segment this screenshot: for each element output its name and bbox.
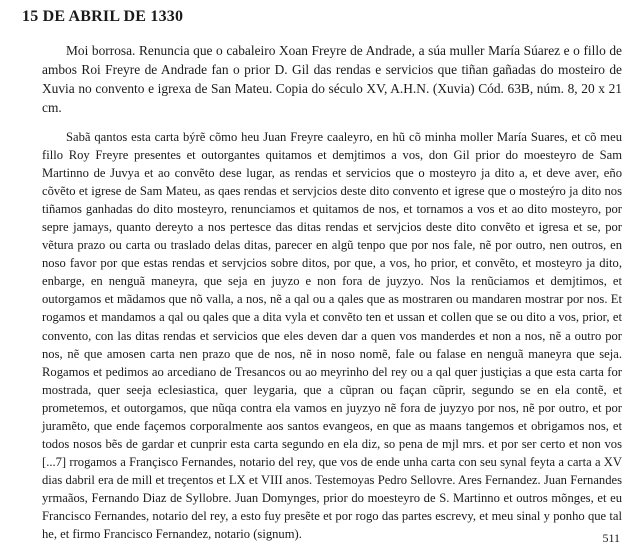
document-date-title: 15 DE ABRIL DE 1330 xyxy=(22,8,184,25)
page-number: 511 xyxy=(602,531,620,545)
transcription-paragraph: Sabã qantos esta carta býrẽ cõmo heu Juan Freyre caaleyro, en hũ cõ minha moller María Suares, et cõ meu fillo Roy Freyre presentes et outorgantes quitamos et demjtimos a vos, don Gil prior do moesteyro de Sam Martinno de Juvya et ao convẽto dese lugar, as rendas et servicios que o mosteyro ja dito a, et deve aver, eño cõvẽto et igrese de Sam Mateu, as qaes rendas et servjcios deste dito convento et igrese que o mosteýro ja dito nos tiñamos ganhadas do dito mosteyro, renunciamos et quitamos de nos, et tornamos a vos et ao dito mosteyro, por sepre jamays, quanto dereyto a nos pertesce das ditas rendas et servjcios deste dito convẽto et igresa et se, por vẽtura prazo ou carta ou traslado delas ditas, parecer en algũ tenpo que por nos fale, nẽ por outro, nen outros, en noso favor por que estas rendas et servjcios sobre ditos, por que, a vos, ho prior, et convẽto, et mosteyro ja dito, enbarge, en nenguã maneyra, que seja en juyzo e non fora de juyzyo. Nos la renũciamos et demjtimos, et outorgamos et mãdamos que nõ valla, a nos, nẽ a qal ou a qales que as mostraren ou mandaren mostrar por nos. Et rogamos et mandamos a qal ou qales que a dita vyla et convẽto ten et ussan et collen que se ou dito a vos, prior, et convento, con las ditas rendas et servicios que eles deven dar a quen vos manderdes et non a nos, nẽ a outro por nos, nẽ que amosen carta nen prazo que de nos, nẽ in noso nomẽ, fale ou falase en nenguã maneyra que seja. Rogamos et pedimos ao arcediano de Tresancos ou ao meyrinho del rey ou a qal quer justiçias a que esta carta for mostrada, quer seeja eclesiastica, quer leygaria, que a cũpran ou façan cũprir, segundo se en ela contẽ, et prometemos, et outorgamos, que nũqa contra ela vamos en juyzyo nẽ fora de juyzyo por nos, nẽ por outro, et por juramẽto, que ende façemos corporalmente aos santos evangeos, en que as maans tangemos et obrigamos nos, et todos nosos bẽs de gardar et cunprir esta carta segundo en ela diz, so pena de mjl mrs. et por ser certo et non vos [...7] rrogamos a Françisco Fernandes, notario del rey, que vos de ende unha carta con seu synal feyta a carta a XV dias dabril era de mill et treçentos et LX et VIII anos. Testemoyas Pedro Sellovre. Ares Fernandez. Juan Fernandes yrmaãos, Fernando Diaz de Syllobre. Juan Domynges, prior do moesteyro de S. Martinno et outros mõnges, et eu Francisco Fernandes, notario del rey, a esto fuy presẽte et por rogo das partes escrevy, et meu sinal y ponho que tal he, et firmo Francisco Fernandez, notario (signum). xyxy=(42,130,622,542)
document-summary xyxy=(42,41,622,117)
summary-paragraph: Moi borrosa. Renuncia que o cabaleiro Xoan Freyre de Andrade, a súa muller María Súarez e o fillo de ambos Roi Freyre de Andrade fan o prior D. Gil das rendas e servicios que tiñan gañadas do mosteiro de Xuvia no convento e igrexa de San Mateu. Copia do século XV, A.H.N. (Xuvia) Cód. 63B, núm. 8, 20 x 21 cm. xyxy=(42,43,622,116)
document-transcription xyxy=(42,128,622,543)
